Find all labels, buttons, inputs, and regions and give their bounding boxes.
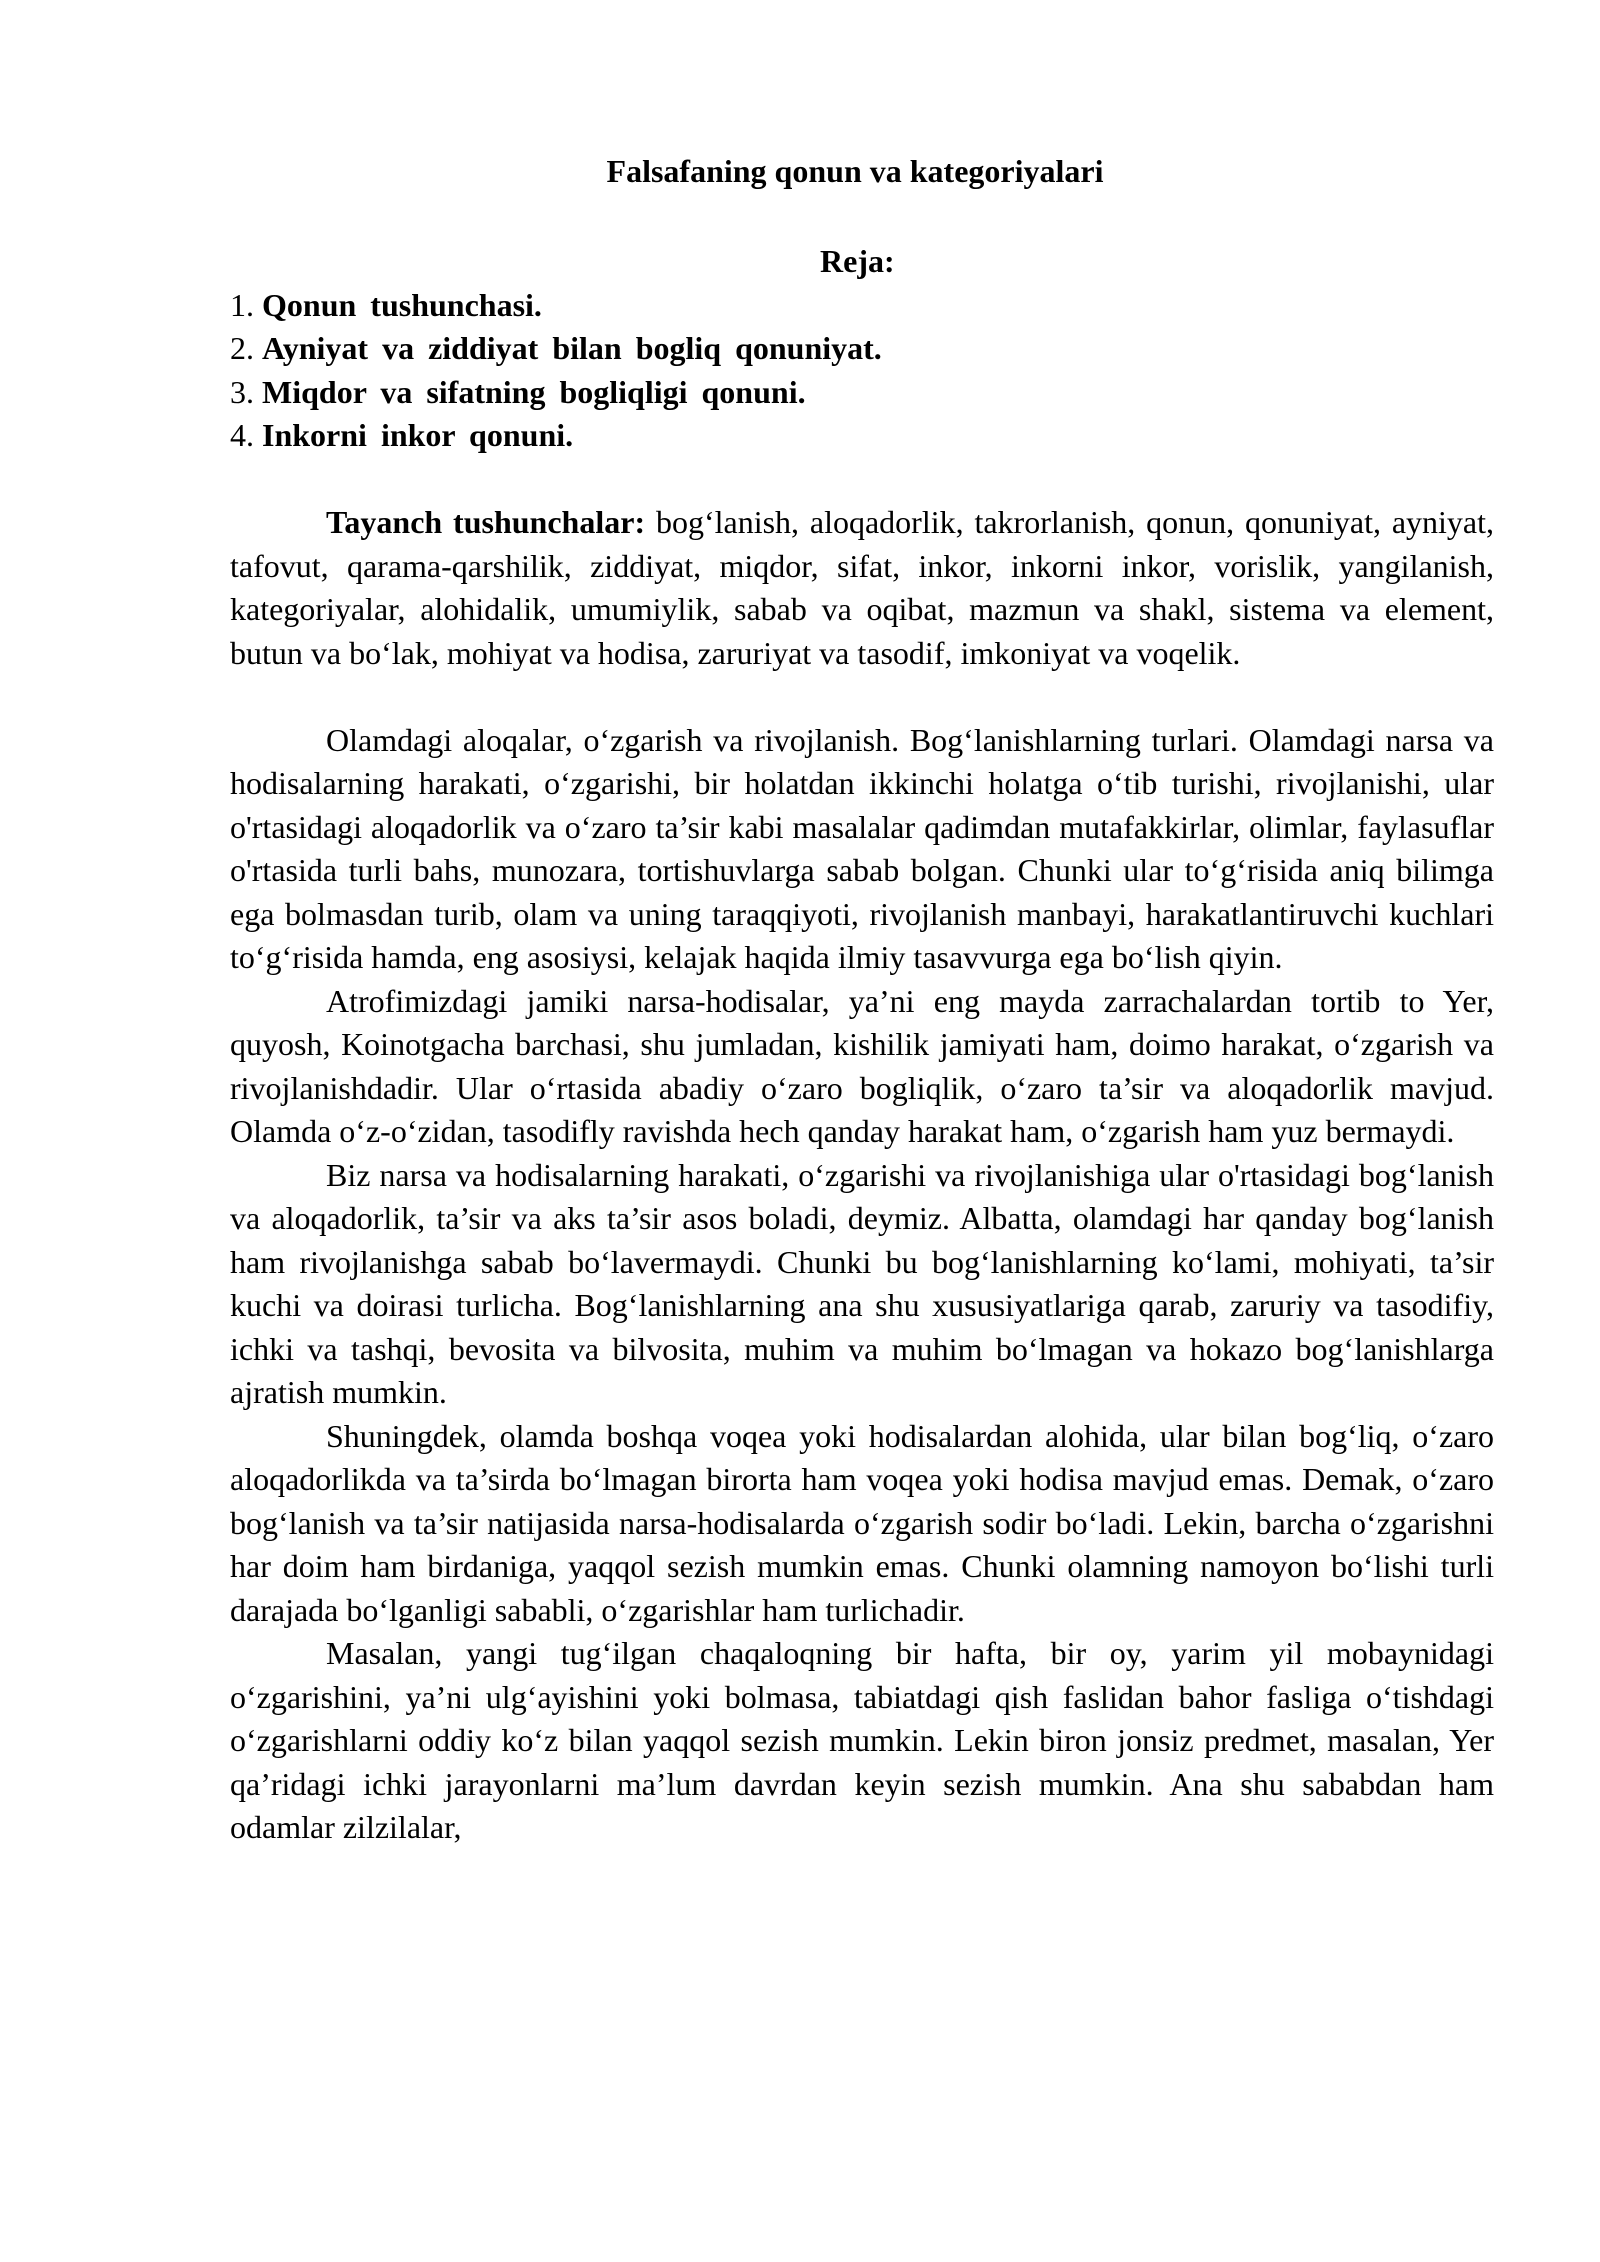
plan-item-1 — [230, 284, 1494, 328]
plan-item-2 — [230, 327, 1494, 371]
spacer — [230, 675, 1494, 719]
key-concepts-text: bog‘lanish, aloqadorlik, takrorlanish, qonun, qonuniyat, ayniyat, tafovut, qarama-qarshilik, ziddiyat, miqdor, sifat, inkor, inkorni inkor, vorislik, yangilanish, kategoriyalar, alohidalik, umumiylik, sabab va oqibat, mazmun va shakl, sistema va element, butun va bo‘lak, mohiyat va hodisa, zaruriyat va tasodif, imkoniyat va voqelik. — [230, 504, 1494, 671]
plan-item-number: 2. — [230, 330, 254, 366]
body-paragraph-1: Olamdagi aloqalar, o‘zgarish va rivojlanish. Bog‘lanishlarning turlari. Olamdagi narsa va hodisalarning harakati, o‘zgarishi, bir holatdan ikkinchi holatga o‘tib turishi, rivojlanishi, ular o'rtasidagi aloqadorlik va o‘zaro ta’sir kabi masalalar qadimdan mutafakkirlar, olimlar, faylasuflar o'rtasida turli bahs, munozara, tortishuvlarga sabab bolgan. Chunki ular to‘g‘risida aniq bilimga ega bolmasdan turib, olam va uning taraqqiyoti, rivojlanish manbayi, harakatlantiruvchi kuchlari to‘g‘risida hamda, eng asosiysi, kelajak haqida ilmiy tasavvurga ega bo‘lish qiyin. — [230, 721, 1494, 975]
plan-item-text: Qonun tushunchasi. — [262, 286, 542, 323]
plan-item-4 — [230, 414, 1494, 458]
body-paragraph-3: Biz narsa va hodisalarning harakati, o‘zgarishi va rivojlanishiga ular o'rtasidagi bog‘lanish va aloqadorlik, ta’sir va aks ta’sir asos boladi, deymiz. Albatta, olamdagi har qanday bog‘lanish ham rivojlanishga sabab bo‘lavermaydi. Chunki bu bog‘lanishlarning ko‘lami, mohiyati, ta’sir kuchi va doirasi turlicha. Bog‘lanishlarning ana shu xususiyatlariga qarab, zaruriy va tasodifiy, ichki va tashqi, bevosita va bilvosita, muhim va muhim bo‘lmagan va hokazo bog‘lanishlarga ajratish mumkin. — [230, 1156, 1494, 1410]
key-concepts-label: Tayanch tushunchalar: — [326, 504, 646, 540]
plan-item-text: Miqdor va sifatning bogliqligi qonuni. — [262, 373, 806, 410]
spacer — [230, 458, 1494, 502]
plan-item-number: 3. — [230, 373, 254, 410]
document-title: Falsafaning qonun va kategoriyalari — [606, 153, 1104, 189]
document-body — [230, 240, 1494, 1850]
key-concepts-paragraph — [230, 501, 1494, 675]
plan-item-3 — [230, 371, 1494, 415]
plan-item-text: Inkorni inkor qonuni. — [262, 417, 574, 453]
plan-item-number: 1. — [230, 286, 254, 323]
plan-item-number: 4. — [230, 417, 254, 453]
body-paragraph-5: Masalan, yangi tug‘ilgan chaqaloqning bir hafta, bir oy, yarim yil mobaynidagi o‘zgarishini, ya’ni ulg‘ayishini yoki bolmasa, tabiatdagi qish faslidan bahor fasliga o‘tishdagi o‘zgarishlarni oddiy ko‘z bilan yaqqol sezish mumkin. Lekin biron jonsiz predmet, masalan, Yer qa’ridagi ichki jarayonlarni ma’lum davrdan keyin sezish mumkin. Ana shu sababdan ham odamlar zilzilalar, — [230, 1635, 1494, 1845]
plan-list — [230, 284, 1494, 458]
body-paragraph-2: Atrofimizdagi jamiki narsa-hodisalar, ya’ni eng mayda zarrachalardan tortib to Yer, quyosh, Koinotgacha barchasi, shu jumladan, kishilik jamiyati ham, doimo harakat, o‘zgarish va rivojlanishdadir. Ular o‘rtasida abadiy o‘zaro bogliqlik, o‘zaro ta’sir va aloqadorlik mavjud. Olamda o‘z-o‘zidan, tasodifly ravishda hech qanday harakat ham, o‘zgarish ham yuz bermaydi. — [230, 982, 1494, 1149]
body-paragraph-4: Shuningdek, olamda boshqa voqea yoki hodisalardan alohida, ular bilan bog‘liq, o‘zaro aloqadorlikda va ta’sirda bo‘lmagan birorta ham voqea yoki hodisa mavjud emas. Demak, o‘zaro bog‘lanish va ta’sir natijasida narsa-hodisalarda o‘zgarish sodir bo‘ladi. Lekin, barcha o‘zgarishni har doim ham birdaniga, yaqqol sezish mumkin emas. Chunki olamning namoyon bo‘lishi turli darajada bo‘lganligi sababli, o‘zgarishlar ham turlichadir. — [230, 1417, 1494, 1628]
plan-heading: Reja: — [820, 243, 895, 279]
plan-item-text: Ayniyat va ziddiyat bilan bogliq qonuniyat. — [262, 330, 882, 366]
